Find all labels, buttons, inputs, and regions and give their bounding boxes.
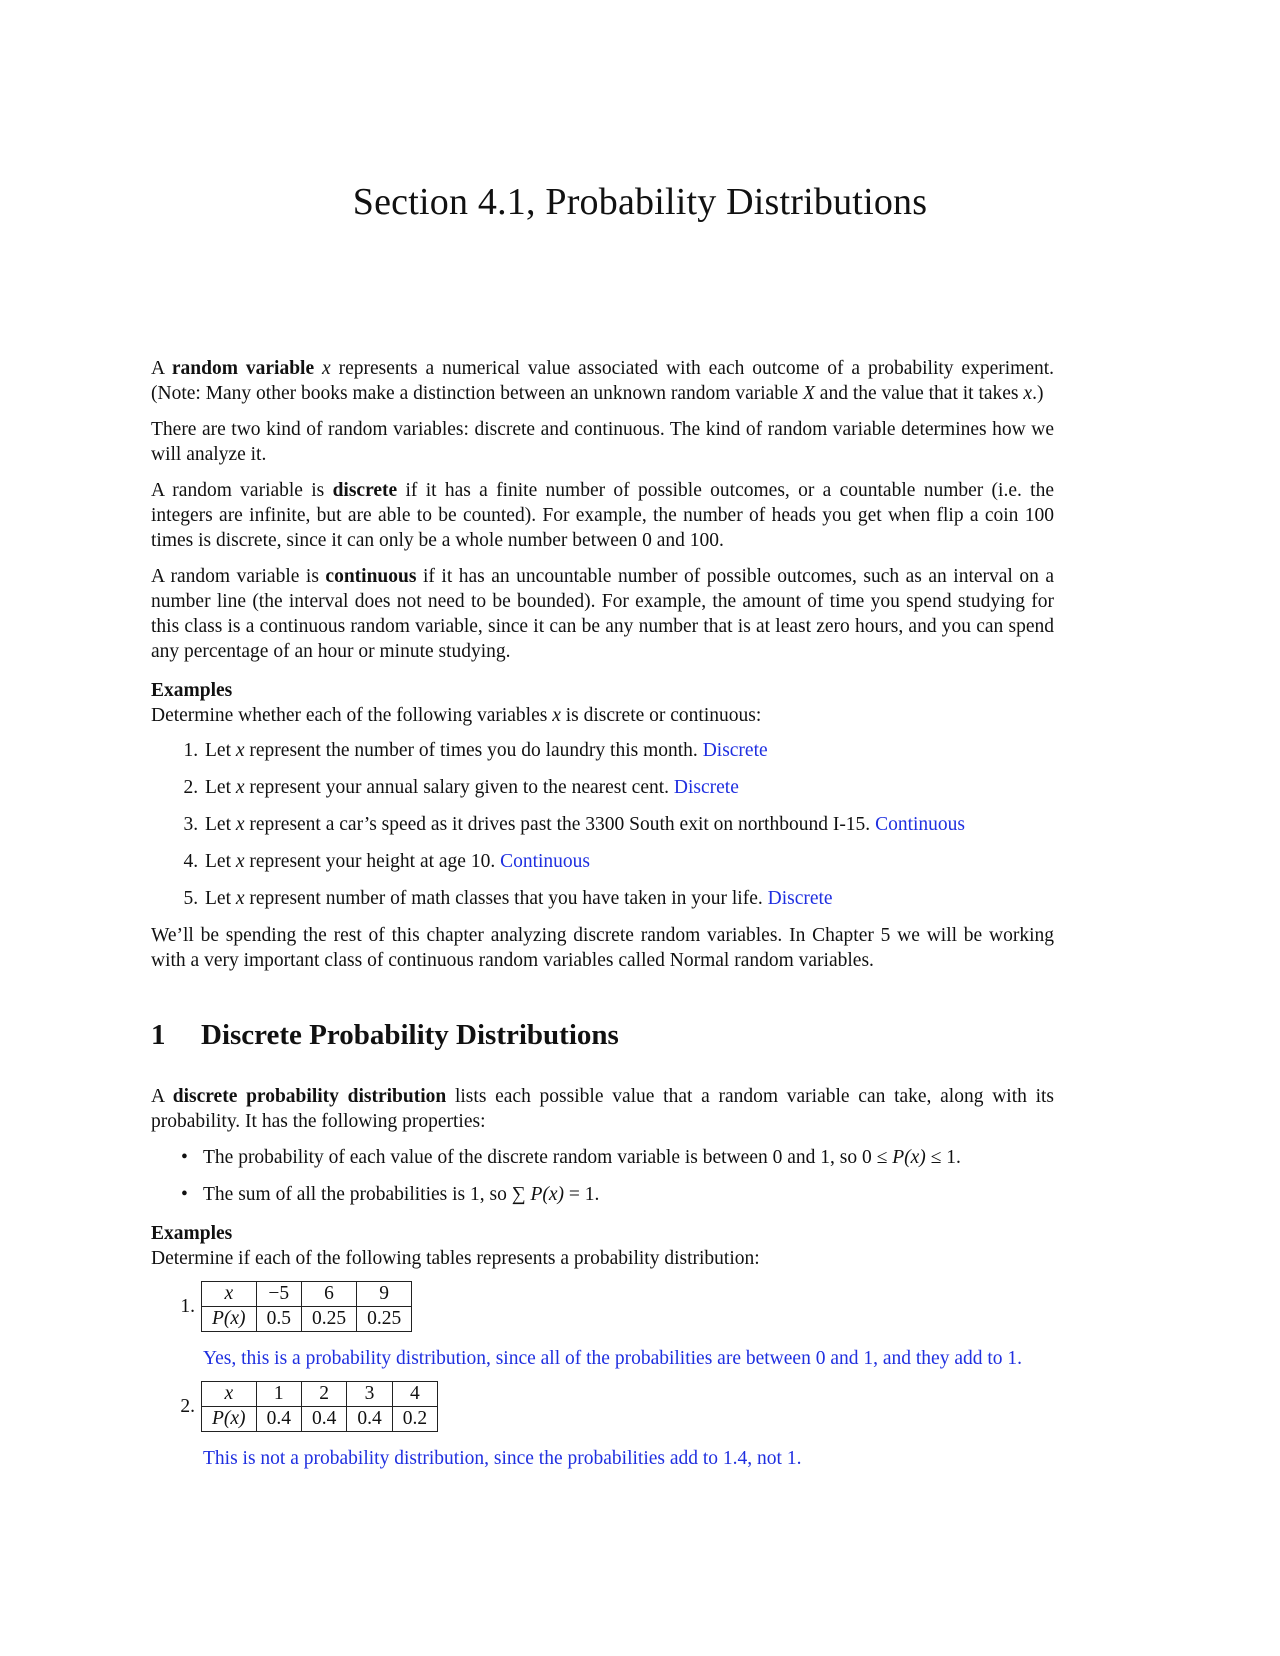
term-continuous: continuous	[325, 566, 417, 587]
table-cell: −5	[256, 1282, 301, 1307]
table-row	[202, 1282, 412, 1307]
list-item: • The probability of each value of the discrete random variable is between 0 and 1, so 0 ≤ P(x) ≤ 1.	[203, 1145, 1054, 1170]
examples-lead-2: Determine if each of the following tables represents a probability distribution:	[151, 1248, 760, 1269]
table-cell: P(x)	[202, 1307, 257, 1332]
table-cell: 1	[256, 1382, 301, 1407]
table-cell: 0.4	[301, 1407, 346, 1432]
section-number: 1	[151, 1019, 166, 1051]
section-title: Discrete Probability Distributions	[201, 1019, 619, 1051]
list-item: 5. Let x represent number of math classes that you have taken in your life. Discrete	[203, 886, 1054, 911]
probability-table	[201, 1281, 412, 1332]
list-item: 2. Let x represent your annual salary given to the nearest cent. Discrete	[203, 775, 1054, 800]
table-example-1	[151, 1281, 1054, 1332]
table-cell: x	[202, 1282, 257, 1307]
list-item: 3. Let x represent a car’s speed as it drives past the 3300 South exit on northbound I-15. Continuous	[203, 812, 1054, 837]
term-discrete: discrete	[332, 480, 398, 501]
answer-text: Discrete	[767, 888, 833, 909]
examples-list	[151, 738, 1054, 911]
table-cell: x	[202, 1382, 257, 1407]
list-item: 4. Let x represent your height at age 10. Continuous	[203, 849, 1054, 874]
examples-lead: Determine whether each of the following variables x is discrete or continuous:	[151, 705, 762, 726]
table-example-2	[151, 1381, 1054, 1432]
paragraph-distribution: A discrete probability distribution lists each possible value that a random variable can take, along with its probability. It has the following properties:	[151, 1086, 1055, 1132]
table-cell: 4	[392, 1382, 437, 1407]
paragraph-two-kinds: There are two kind of random variables: discrete and continuous. The kind of random variable determines how we will analyze it.	[151, 419, 1054, 465]
table-row	[202, 1307, 412, 1332]
probability-table	[201, 1381, 438, 1432]
answer-text: Continuous	[500, 851, 591, 872]
table-row	[202, 1407, 438, 1432]
table-cell: 0.4	[256, 1407, 301, 1432]
document-body	[151, 356, 1054, 1471]
item-number: 2.	[180, 1396, 195, 1417]
answer-text: Yes, this is a probability distribution, since all of the probabilities are between 0 and 1, and they add to 1.	[203, 1348, 1023, 1369]
table-cell: 0.2	[392, 1407, 437, 1432]
examples-heading-2: Examples	[151, 1223, 233, 1244]
list-item: 1. Let x represent the number of times you do laundry this month. Discrete	[203, 738, 1054, 763]
paragraph-discrete: A random variable is discrete if it has a finite number of possible outcomes, or a countable number (i.e. the integers are infinite, but are able to be counted). For example, the number of heads you get when flip a coin 100 times is discrete, since it can only be a whole number between 0 and 100.	[151, 480, 1054, 551]
properties-list	[151, 1145, 1054, 1207]
table-cell: 0.5	[256, 1307, 301, 1332]
page-title: Section 4.1, Probability Distributions	[352, 181, 928, 223]
table-cell: 9	[357, 1282, 412, 1307]
paragraph-closing: We’ll be spending the rest of this chapter analyzing discrete random variables. In Chapter 5 we will be working with a very important class of continuous random variables called Normal random variables.	[151, 925, 1054, 971]
table-cell: 0.25	[357, 1307, 412, 1332]
examples-heading: Examples	[151, 680, 233, 701]
table-cell: 3	[347, 1382, 392, 1407]
table-cell: 6	[301, 1282, 356, 1307]
answer-text: Discrete	[702, 740, 768, 761]
section-heading	[151, 1019, 1054, 1051]
term-discrete-distribution: discrete probability distribution	[172, 1086, 447, 1107]
table-cell: 2	[301, 1382, 346, 1407]
table-cell: 0.4	[347, 1407, 392, 1432]
answer-text: Continuous	[875, 814, 965, 835]
list-item: • The sum of all the probabilities is 1, so ∑ P(x) = 1.	[203, 1182, 1054, 1207]
paragraph-continuous: A random variable is continuous if it has an uncountable number of possible outcomes, such as an interval on a number line (the interval does not need to be bounded). For example, the amount of time you spend studying for this class is a continuous random variable, since it can be any number that is at least zero hours, and you can spend any percentage of an hour or minute studying.	[151, 566, 1055, 662]
item-number: 1.	[180, 1296, 195, 1317]
table-cell: 0.25	[301, 1307, 356, 1332]
answer-text: This is not a probability distribution, since the probabilities add to 1.4, not 1.	[203, 1448, 802, 1469]
table-row	[202, 1382, 438, 1407]
paragraph-random-variable: A random variable x represents a numerical value associated with each outcome of a probability experiment. (Note: Many other books make a distinction between an unknown random variable X and the value that it takes x.)	[151, 358, 1055, 404]
answer-text: Discrete	[673, 777, 739, 798]
table-cell: P(x)	[202, 1407, 257, 1432]
term-random-variable: random variable	[171, 358, 315, 379]
